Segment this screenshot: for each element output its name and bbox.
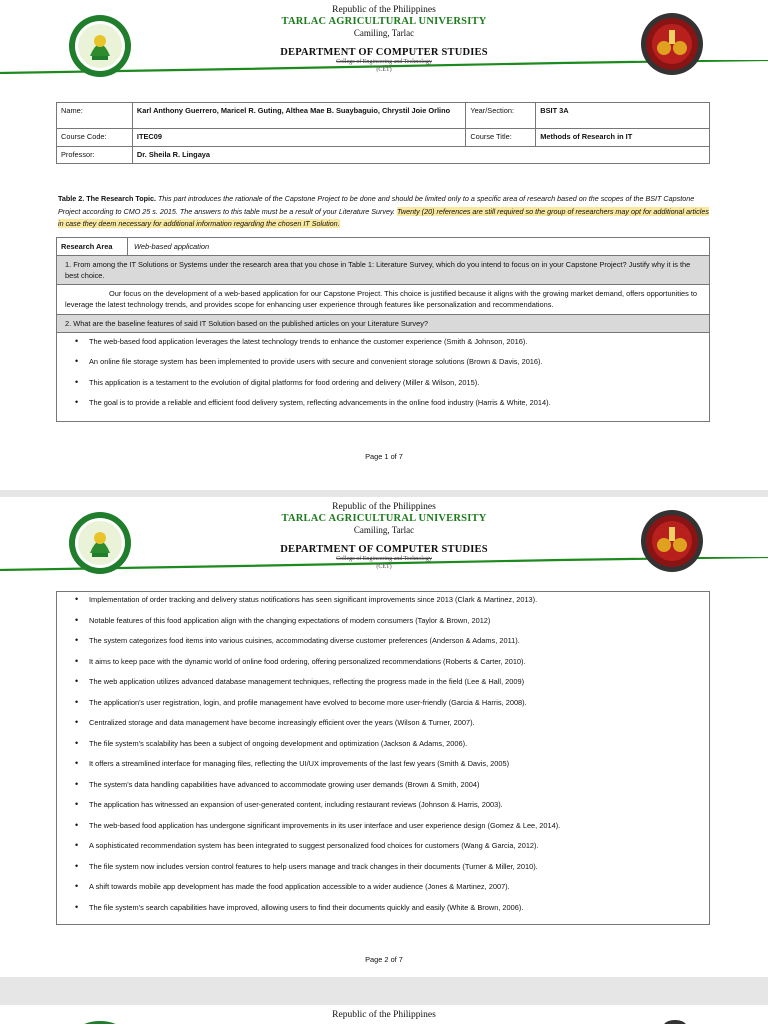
page-header [0, 0, 768, 88]
feature-item: • The application has witnessed an expansion of user-generated content, including restaurant reviews (Johnson & Harris, 2003). [57, 800, 709, 809]
student-info-table [56, 102, 710, 164]
name-label: Name: [57, 103, 133, 129]
professor-value: Dr. Sheila R. Lingaya [132, 146, 709, 164]
table-lead: Table 2. The Research Topic. [58, 194, 156, 203]
college-abbr: (CET) [376, 564, 392, 570]
feature-item: • The application's user registration, login, and profile management have evolved to become more user-friendly (Garcia & Harris, 2008). [57, 698, 709, 707]
research-area-value: Web-based application [134, 242, 210, 251]
course-code-label: Course Code: [57, 129, 133, 147]
college-name: College of Engineering and Technology [336, 556, 432, 562]
research-area-row [57, 238, 709, 256]
page-3-partial [0, 1005, 768, 1024]
feature-item: • The file system's search capabilities have improved, allowing users to find their documents quickly and easily (White & Brown, 2006). [57, 903, 709, 912]
answer-1: Our focus on the development of a web-based application for our Capstone Project. This choice is justified because it aligns with the growing market demand, offers opportunities to leverage the latest technology trends, and provides scope for enhancing user experience through features like personalization and recommendations. [57, 285, 709, 314]
republic-text: Republic of the Philippines [332, 5, 436, 15]
year-label: Year/Section: [466, 103, 536, 129]
feature-item: • The web-based food application leverages the latest technology trends to enhance the customer experience (Smith & Johnson, 2016). [57, 337, 709, 346]
table-intro-paragraph [58, 193, 710, 231]
course-title-label: Course Title: [466, 129, 536, 147]
page-header [0, 497, 768, 585]
university-seal-icon [78, 1017, 122, 1024]
page-2 [0, 497, 768, 977]
republic-text: Republic of the Philippines [332, 502, 436, 512]
page-header [0, 1005, 768, 1024]
feature-item: • An online file storage system has been implemented to provide users with secure and convenient storage solutions (Brown & Davis, 2016). [57, 357, 709, 366]
page-separator [0, 490, 768, 497]
course-title-value: Methods of Research in IT [536, 129, 710, 147]
professor-label: Professor: [57, 146, 133, 164]
feature-item: • This application is a testament to the evolution of digital platforms for food ordering and delivery (Miller & Wilson, 2015). [57, 378, 709, 387]
cet-gear-seal-icon [660, 1015, 690, 1024]
feature-item: • The system's data handling capabilities have advanced to accommodate growing user demands (Brown & Smith, 2004) [57, 780, 709, 789]
page-1 [0, 0, 768, 490]
feature-item: • Notable features of this food application align with the changing expectations of modern consumers (Taylor & Brown, 2012) [57, 616, 709, 625]
page-number-1: Page 1 of 7 [365, 452, 403, 461]
university-name: TARLAC AGRICULTURAL UNIVERSITY [281, 16, 487, 27]
town-text: Camiling, Tarlac [353, 28, 415, 38]
page-number-2: Page 2 of 7 [365, 955, 403, 964]
republic-text: Republic of the Philippines [332, 1010, 436, 1020]
year-value: BSIT 3A [536, 103, 710, 129]
department-name: DEPARTMENT OF COMPUTER STUDIES [280, 47, 488, 58]
features-list-page-2 [57, 592, 709, 924]
feature-item: • Implementation of order tracking and delivery status notifications has seen significant improvements since 2013 (Clark & Martinez, 2013). [57, 595, 709, 604]
university-name: TARLAC AGRICULTURAL UNIVERSITY [281, 513, 487, 524]
college-name: College of Engineering and Technology [336, 59, 432, 65]
course-code-value: ITEC09 [132, 129, 465, 147]
features-continued-table [56, 591, 710, 925]
feature-item: • A shift towards mobile app development has made the food application accessible to a wider audience (Jones & Martinez, 2007). [57, 882, 709, 891]
feature-item: • The file system's scalability has been a subject of ongoing development and optimization (Jackson & Adams, 2006). [57, 739, 709, 748]
feature-item: • The web application utilizes advanced database management techniques, reflecting the progress made in the field (Lee & Hall, 2009) [57, 677, 709, 686]
table-intro-highlight: Twenty (20) references are still required so the group of researchers may opt for additional articles in case they deem necessary for additional information regarding the chosen IT Solution. [58, 206, 709, 229]
feature-item: • The web-based food application has undergone significant improvements in its user interface and user experience design (Gomez & Lee, 2014). [57, 821, 709, 830]
name-value: Karl Anthony Guerrero, Maricel R. Guting, Althea Mae B. Suaybaguio, Chrystil Joie Orlino [132, 103, 465, 129]
feature-item: • It aims to keep pace with the dynamic world of online food ordering, offering personalized recommendations (Roberts & Carter, 2010). [57, 657, 709, 666]
features-list-page-1 [57, 333, 709, 421]
feature-item: • A sophisticated recommendation system has been integrated to suggest personalized food choices for customers (Wang & Garcia, 2012). [57, 841, 709, 850]
page-separator [0, 977, 768, 1005]
question-1: 1. From among the IT Solutions or Systems under the research area that you chose in Table 1: Literature Survey, which do you intend to focus on in your Capstone Project? Justify why it is the best choice. [57, 256, 709, 285]
feature-item: • The goal is to provide a reliable and efficient food delivery system, reflecting advancements in the online food industry (Harris & White, 2014). [57, 398, 709, 407]
feature-item: • It offers a streamlined interface for managing files, reflecting the UI/UX improvements of the last few years (Smith & Davis, 2005) [57, 759, 709, 768]
table-intro-body: This part introduces the rationale of the Capstone Project to be done and should be limited only to a specific area of research based on the scopes of the BSIT Capstone Project according to CMO 25 s. 2015. The answers to this table must be a result of your Literature Survey. [58, 194, 695, 216]
research-topic-table [56, 237, 710, 422]
feature-item: • The system categorizes food items into various cuisines, accommodating diverse customer preferences (Anderson & Adams, 2011). [57, 636, 709, 645]
college-abbr: (CET) [376, 67, 392, 73]
research-area-label: Research Area [57, 238, 128, 255]
question-2: 2. What are the baseline features of said IT Solution based on the published articles on your Literature Survey? [57, 315, 709, 333]
feature-item: • The file system now includes version control features to help users manage and track changes in their documents (Turner & Miller, 2010). [57, 862, 709, 871]
town-text: Camiling, Tarlac [353, 525, 415, 535]
department-name: DEPARTMENT OF COMPUTER STUDIES [280, 544, 488, 555]
feature-item: • Centralized storage and data management have become increasingly efficient over the years (Wilson & Turner, 2007). [57, 718, 709, 727]
